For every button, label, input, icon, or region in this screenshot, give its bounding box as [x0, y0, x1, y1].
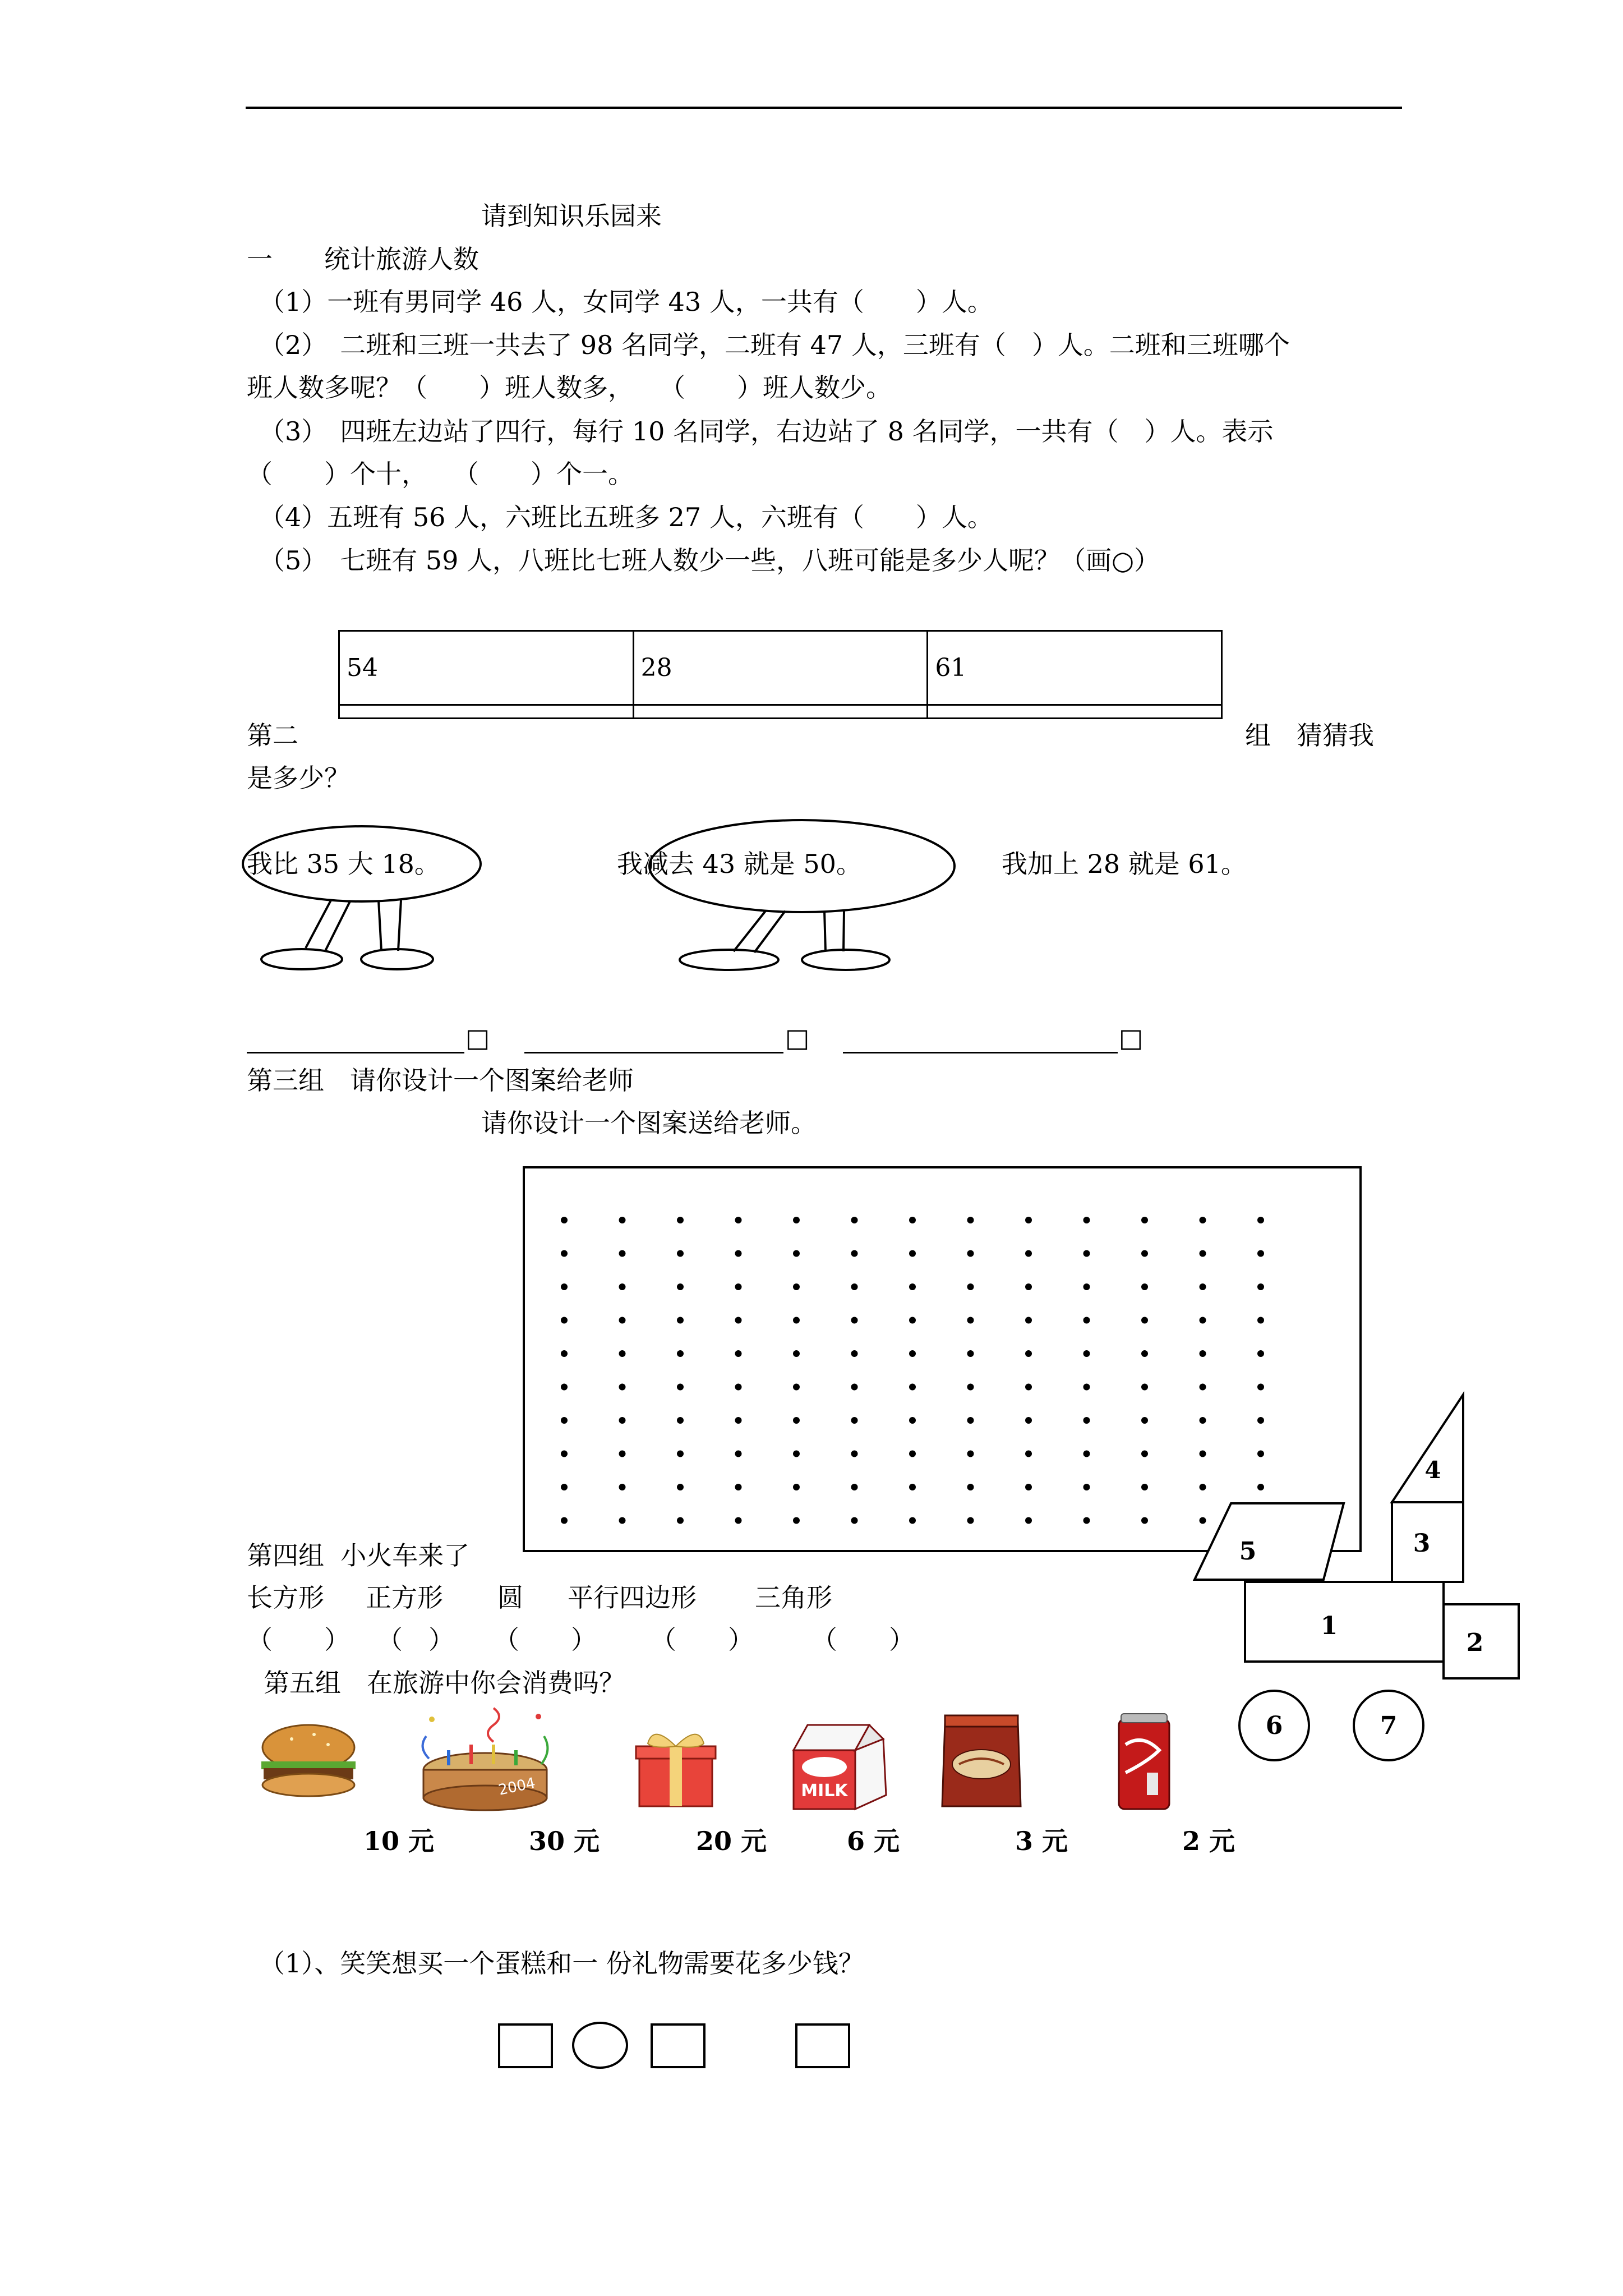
grid-dot[interactable]: [967, 1451, 974, 1457]
grid-dot[interactable]: [735, 1250, 742, 1257]
shape-blank-parallelogram[interactable]: （ ）: [651, 1625, 754, 1655]
grid-dot[interactable]: [735, 1283, 742, 1290]
grid-dot[interactable]: [1141, 1250, 1148, 1257]
grid-dot[interactable]: [735, 1451, 742, 1457]
snack-bag-icon: [937, 1711, 1026, 1812]
grid-dot[interactable]: [735, 1350, 742, 1357]
grid-dot[interactable]: [851, 1350, 858, 1357]
grid-dot[interactable]: [561, 1217, 568, 1223]
grid-dot[interactable]: [1200, 1217, 1206, 1223]
train-label-7: 7: [1380, 1711, 1398, 1740]
question-1: （1）一班有男同学 46 人，女同学 43 人，一共有（ ）人。: [259, 287, 993, 317]
grid-dot[interactable]: [967, 1350, 974, 1357]
grid-dot[interactable]: [619, 1451, 626, 1457]
train-label-2: 2: [1466, 1628, 1484, 1657]
grid-dot[interactable]: [1200, 1250, 1206, 1257]
price-gift: 20 元: [696, 1826, 767, 1856]
riddle-1: 我比 35 大 18。: [247, 849, 440, 879]
grid-dot[interactable]: [967, 1317, 974, 1324]
answer-cell[interactable]: [928, 705, 1222, 719]
option-cell: 54: [339, 631, 634, 705]
grid-dot[interactable]: [1083, 1384, 1090, 1391]
riddle-2: 我减去 43 就是 50。: [617, 849, 862, 879]
answer-box-3[interactable]: □: [1119, 1023, 1144, 1053]
answer-cell[interactable]: [339, 705, 634, 719]
grid-dot[interactable]: [677, 1250, 684, 1257]
grid-dot[interactable]: [677, 1417, 684, 1424]
grid-dot[interactable]: [851, 1451, 858, 1457]
train-rectangle-1: [1245, 1582, 1444, 1662]
train-label-5: 5: [1239, 1537, 1257, 1566]
options-table: [338, 630, 1223, 719]
grid-dot[interactable]: [1083, 1217, 1090, 1223]
grid-dot[interactable]: [1083, 1517, 1090, 1524]
grid-dot[interactable]: [1025, 1451, 1032, 1457]
shape-name-rectangle: 长方形: [247, 1582, 324, 1613]
grid-dot[interactable]: [793, 1417, 800, 1424]
grid-dot[interactable]: [561, 1384, 568, 1391]
grid-dot[interactable]: [619, 1417, 626, 1424]
grid-dot[interactable]: [967, 1484, 974, 1490]
grid-dot[interactable]: [1200, 1283, 1206, 1290]
grid-dot[interactable]: [793, 1384, 800, 1391]
shape-blank-rectangle[interactable]: （ ）: [247, 1625, 350, 1655]
grid-dot[interactable]: [851, 1317, 858, 1324]
grid-dot[interactable]: [1025, 1384, 1032, 1391]
milk-label-text: MILK: [801, 1781, 848, 1801]
grid-dot[interactable]: [1083, 1317, 1090, 1324]
question-2-line2: 班人数多呢？（ ）班人数多， （ ）班人数少。: [247, 372, 892, 403]
grid-dot[interactable]: [909, 1283, 916, 1290]
grid-dot[interactable]: [677, 1484, 684, 1490]
grid-dot[interactable]: [735, 1317, 742, 1324]
grid-dot[interactable]: [561, 1517, 568, 1524]
grid-dot[interactable]: [851, 1484, 858, 1490]
grid-dot[interactable]: [793, 1217, 800, 1223]
grid-dot[interactable]: [561, 1283, 568, 1290]
grid-dot[interactable]: [1257, 1384, 1264, 1391]
shape-blank-square[interactable]: （ ）: [377, 1625, 454, 1655]
section1-heading: 一 统计旅游人数: [247, 244, 479, 274]
shape-name-circle: 圆: [497, 1582, 523, 1613]
train-label-1: 1: [1320, 1612, 1338, 1640]
cake-year-text: 2004: [497, 1774, 537, 1799]
grid-dot[interactable]: [735, 1417, 742, 1424]
grid-dot[interactable]: [1025, 1217, 1032, 1223]
grid-dot[interactable]: [851, 1283, 858, 1290]
grid-dot[interactable]: [1257, 1350, 1264, 1357]
hamburger-icon: [258, 1722, 359, 1801]
grid-dot[interactable]: [909, 1384, 916, 1391]
grid-dot[interactable]: [619, 1384, 626, 1391]
section5-question-1: （1）、笑笑想买一个蛋糕和一 份礼物需要花多少钱？: [259, 1948, 864, 1978]
answer-line-1[interactable]: [247, 1052, 464, 1053]
grid-dot[interactable]: [1141, 1517, 1148, 1524]
grid-dot[interactable]: [1025, 1350, 1032, 1357]
grid-dot[interactable]: [619, 1517, 626, 1524]
price-milk: 6 元: [847, 1826, 900, 1856]
grid-dot[interactable]: [677, 1317, 684, 1324]
answer-line-3[interactable]: [843, 1052, 1118, 1053]
equation-box-1[interactable]: [498, 2023, 553, 2068]
grid-dot[interactable]: [1083, 1350, 1090, 1357]
grid-dot[interactable]: [793, 1350, 800, 1357]
grid-dot[interactable]: [851, 1384, 858, 1391]
grid-dot[interactable]: [793, 1250, 800, 1257]
train-label-4: 4: [1424, 1456, 1441, 1484]
grid-dot[interactable]: [619, 1283, 626, 1290]
milk-carton-icon: [782, 1717, 895, 1812]
grid-dot[interactable]: [793, 1451, 800, 1457]
answer-box-2[interactable]: □: [785, 1023, 810, 1053]
grid-dot[interactable]: [1025, 1484, 1032, 1490]
answer-cell[interactable]: [633, 705, 928, 719]
grid-dot[interactable]: [561, 1451, 568, 1457]
grid-dot[interactable]: [1025, 1283, 1032, 1290]
grid-dot[interactable]: [677, 1451, 684, 1457]
grid-dot[interactable]: [909, 1217, 916, 1223]
header-rule: [246, 107, 1402, 109]
grid-dot[interactable]: [561, 1350, 568, 1357]
grid-dot[interactable]: [735, 1217, 742, 1223]
grid-dot[interactable]: [1083, 1417, 1090, 1424]
shape-blank-triangle[interactable]: （ ）: [811, 1625, 915, 1655]
shape-train: [1183, 1391, 1531, 1761]
grid-dot[interactable]: [561, 1250, 568, 1257]
grid-dot[interactable]: [851, 1250, 858, 1257]
grid-dot[interactable]: [967, 1283, 974, 1290]
grid-dot[interactable]: [619, 1350, 626, 1357]
grid-dot[interactable]: [1200, 1384, 1206, 1391]
grid-dot[interactable]: [909, 1417, 916, 1424]
grid-dot[interactable]: [909, 1451, 916, 1457]
grid-dot[interactable]: [561, 1484, 568, 1490]
grid-dot[interactable]: [1141, 1317, 1148, 1324]
question-4: （4）五班有 56 人，六班比五班多 27 人，六班有（ ）人。: [259, 502, 993, 532]
grid-dot[interactable]: [909, 1350, 916, 1357]
grid-dot[interactable]: [1200, 1350, 1206, 1357]
grid-dot[interactable]: [1141, 1451, 1148, 1457]
grid-dot[interactable]: [677, 1384, 684, 1391]
grid-dot[interactable]: [1257, 1250, 1264, 1257]
grid-dot[interactable]: [1257, 1317, 1264, 1324]
grid-dot[interactable]: [1025, 1417, 1032, 1424]
grid-dot[interactable]: [677, 1517, 684, 1524]
grid-dot[interactable]: [619, 1217, 626, 1223]
option-cell: 61: [928, 631, 1222, 705]
grid-dot[interactable]: [851, 1417, 858, 1424]
grid-dot[interactable]: [909, 1317, 916, 1324]
grid-dot[interactable]: [909, 1484, 916, 1490]
shape-name-parallelogram: 平行四边形: [568, 1582, 697, 1613]
price-cake: 30 元: [529, 1826, 600, 1856]
cola-can-icon: [1113, 1711, 1175, 1812]
grid-dot[interactable]: [967, 1517, 974, 1524]
grid-dot[interactable]: [1200, 1317, 1206, 1324]
section3-sub: 请你设计一个图案送给老师。: [481, 1108, 817, 1138]
section2-heading-right: 组 猜猜我: [1245, 720, 1374, 751]
section2-heading-line2: 是多少？: [247, 763, 350, 793]
equation-box-2[interactable]: [651, 2023, 706, 2068]
answer-box-1[interactable]: □: [465, 1023, 490, 1053]
grid-dot[interactable]: [1141, 1417, 1148, 1424]
question-3-line2: （ ）个十， （ ）个一。: [247, 459, 634, 489]
grid-dot[interactable]: [1141, 1350, 1148, 1357]
question-3-line1: （3） 四班左边站了四行，每行 10 名同学，右边站了 8 名同学，一共有（ ）人。表示: [259, 416, 1274, 447]
grid-dot[interactable]: [793, 1317, 800, 1324]
riddle-3: 我加上 28 就是 61。: [1002, 849, 1247, 879]
grid-dot[interactable]: [967, 1384, 974, 1391]
train-label-3: 3: [1413, 1529, 1431, 1558]
grid-dot[interactable]: [1257, 1217, 1264, 1223]
grid-dot[interactable]: [793, 1283, 800, 1290]
grid-dot[interactable]: [793, 1517, 800, 1524]
shape-blank-circle[interactable]: （ ）: [494, 1625, 597, 1655]
grid-dot[interactable]: [677, 1217, 684, 1223]
page-title: 请到知识乐园来: [481, 201, 662, 231]
grid-dot[interactable]: [677, 1283, 684, 1290]
birthday-cake-icon: [409, 1703, 561, 1815]
grid-dot[interactable]: [561, 1417, 568, 1424]
grid-dot[interactable]: [619, 1250, 626, 1257]
grid-dot[interactable]: [1141, 1384, 1148, 1391]
shape-name-square: 正方形: [366, 1582, 443, 1613]
train-triangle-4: [1392, 1395, 1463, 1502]
grid-dot[interactable]: [1025, 1517, 1032, 1524]
grid-dot[interactable]: [677, 1350, 684, 1357]
section4-heading: 第四组 小火车来了: [247, 1540, 470, 1571]
train-parallelogram-5: [1195, 1503, 1344, 1580]
grid-dot[interactable]: [1141, 1484, 1148, 1490]
grid-dot[interactable]: [735, 1384, 742, 1391]
grid-dot[interactable]: [1083, 1484, 1090, 1490]
grid-dot[interactable]: [967, 1217, 974, 1223]
grid-dot[interactable]: [967, 1250, 974, 1257]
riddle-figure-2: [645, 817, 959, 979]
section5-heading: 第五组 在旅游中你会消费吗？: [264, 1668, 625, 1698]
equation-result-box[interactable]: [795, 2023, 850, 2068]
shape-name-triangle: 三角形: [755, 1582, 832, 1613]
option-cell: 28: [633, 631, 928, 705]
grid-dot[interactable]: [851, 1217, 858, 1223]
grid-dot[interactable]: [851, 1517, 858, 1524]
grid-dot[interactable]: [909, 1517, 916, 1524]
grid-dot[interactable]: [735, 1484, 742, 1490]
grid-dot[interactable]: [909, 1250, 916, 1257]
grid-dot[interactable]: [793, 1484, 800, 1490]
grid-dot[interactable]: [967, 1417, 974, 1424]
grid-dot[interactable]: [619, 1484, 626, 1490]
grid-dot[interactable]: [1025, 1250, 1032, 1257]
grid-dot[interactable]: [619, 1317, 626, 1324]
grid-dot[interactable]: [1141, 1217, 1148, 1223]
price-cola: 2 元: [1182, 1826, 1235, 1856]
price-hamburger: 10 元: [363, 1826, 435, 1856]
operator-circle[interactable]: [572, 2022, 628, 2069]
answer-line-2[interactable]: [524, 1052, 783, 1053]
train-label-6: 6: [1265, 1711, 1283, 1740]
question-5: （5） 七班有 59 人，八班比七班人数少一些，八班可能是多少人呢？（画○）: [259, 545, 1160, 576]
section3-heading: 第三组 请你设计一个图案给老师: [247, 1065, 634, 1096]
grid-dot[interactable]: [1141, 1283, 1148, 1290]
grid-dot[interactable]: [1083, 1451, 1090, 1457]
section2-heading-left: 第二: [247, 720, 298, 751]
price-snack: 3 元: [1015, 1826, 1068, 1856]
grid-dot[interactable]: [735, 1517, 742, 1524]
grid-dot[interactable]: [1025, 1317, 1032, 1324]
grid-dot[interactable]: [561, 1317, 568, 1324]
grid-dot[interactable]: [1257, 1283, 1264, 1290]
grid-dot[interactable]: [1083, 1250, 1090, 1257]
gift-box-icon: [634, 1725, 718, 1809]
grid-dot[interactable]: [1083, 1283, 1090, 1290]
question-2-line1: （2） 二班和三班一共去了 98 名同学，二班有 47 人，三班有（ ）人。二班和三班哪个: [259, 330, 1290, 360]
